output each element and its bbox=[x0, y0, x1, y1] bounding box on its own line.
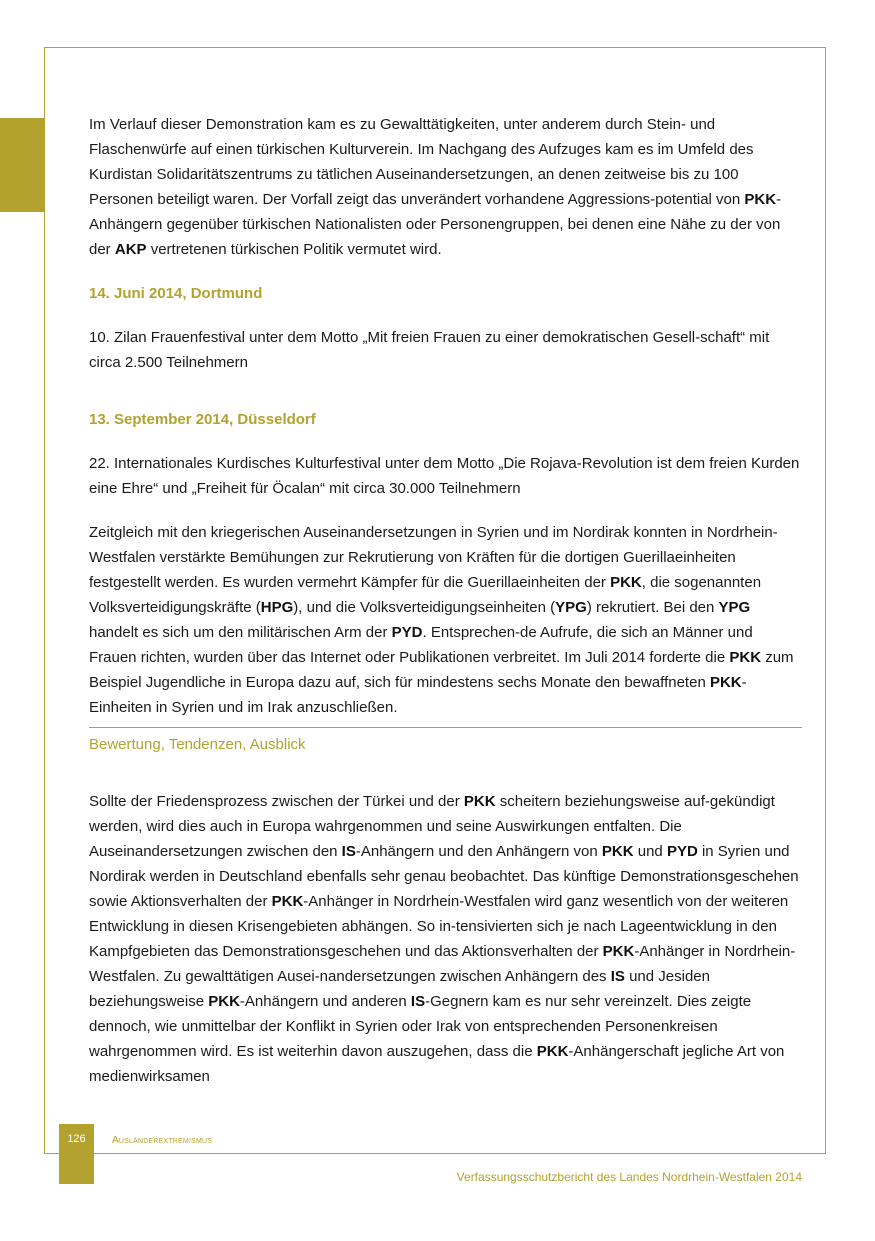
paragraph-kulturfestival: 22. Internationales Kurdisches Kulturfestival unter dem Motto „Die Rojava-Revolution ist dem freien Kurden eine Ehre“ und „Freiheit für Öcalan“ mit circa 30.000 Teilnehmern bbox=[89, 455, 800, 497]
paragraph-demonstration: Im Verlauf dieser Demonstration kam es zu Gewalttätigkeiten, unter anderem durch Stein- und Flaschenwürfe auf einen türkischen Kulturverein. Im Nachgang des Aufzuges kam es im Umfeld des Kurdistan Solidaritätszentrums zu tätlichen Auseinandersetzungen, an denen zeitweise bis zu 100 Personen beteiligt waren. Der Vorfall zeigt das unverändert vorhandene Aggressions-potential von PKK-Anhängern gegenüber türkischen Nationalisten oder Personengruppen, bei denen eine Nähe zu der von der AKP vertretenen türkischen Politik vermutet wird. bbox=[89, 116, 782, 258]
paragraph-frauenfestival: 10. Zilan Frauenfestival unter dem Motto „Mit freien Frauen zu einer demokratischen Gesell-schaft“ mit circa 2.500 Teilnehmern bbox=[89, 329, 770, 371]
main-content bbox=[89, 112, 802, 1089]
section-divider bbox=[89, 727, 802, 728]
chapter-label: Ausländerextremismus bbox=[112, 1135, 213, 1146]
section-title: Bewertung, Tendenzen, Ausblick bbox=[89, 736, 306, 753]
publication-footer: Verfassungsschutzbericht des Landes Nordrhein-Westfalen 2014 bbox=[456, 1170, 802, 1184]
page-number: 126 bbox=[59, 1124, 94, 1184]
event-heading-dortmund: 14. Juni 2014, Dortmund bbox=[89, 285, 263, 302]
event-heading-duesseldorf: 13. September 2014, Düsseldorf bbox=[89, 411, 316, 428]
paragraph-rekrutierung: Zeitgleich mit den kriegerischen Auseinandersetzungen in Syrien und im Nordirak konnten in Nordrhein-Westfalen verstärkte Bemühungen zur Rekrutierung von Kräften für die dortigen Guerillaeinheiten festgestellt werden. Es wurden vermehrt Kämpfer für die Guerillaeinheiten der PKK, die sogenannten Volksverteidigungskräfte (HPG), und die Volksverteidigungseinheiten (YPG) rekrutiert. Bei den YPG handelt es sich um den militärischen Arm der PYD. Entsprechen-de Aufrufe, die sich an Männer und Frauen richten, wurden über das Internet oder Publikationen verbreitet. Im Juli 2014 forderte die PKK zum Beispiel Jugendliche in Europa dazu auf, sich für mindestens sechs Monate den bewaffneten PKK-Einheiten in Syrien und im Irak anzuschließen. bbox=[89, 524, 794, 716]
side-tab-marker bbox=[0, 118, 44, 212]
paragraph-ausblick: Sollte der Friedensprozess zwischen der Türkei und der PKK scheitern beziehungsweise auf-gekündigt werden, wird dies auch in Europa wahrgenommen und seine Auswirkungen entfalten. Die Auseinandersetzungen zwischen den IS-Anhängern und den Anhängern von PKK und PYD in Syrien und Nordirak werden in Deutschland ebenfalls sehr genau beobachtet. Das künftige Demonstrationsgeschehen sowie Aktionsverhalten der PKK-Anhänger in Nordrhein-Westfalen wird ganz wesentlich von der weiteren Entwicklung in diesen Krisengebieten abhängen. So in-tensivierten sich je nach Lageentwicklung in den Kampfgebieten das Demonstrationsgeschehen und das Aktionsverhalten der PKK-Anhänger in Nordrhein-Westfalen. Zu gewalttätigen Ausei-nandersetzungen zwischen Anhängern des IS und Jesiden beziehungsweise PKK-Anhängern und anderen IS-Gegnern kam es nur sehr vereinzelt. Dies zeigte dennoch, wie unmittelbar der Konflikt in Syrien oder Irak von entsprechenden Personenkreisen wahrgenommen wird. Es ist weiterhin davon auszugehen, dass die PKK-Anhängerschaft jegliche Art von medienwirksamen bbox=[89, 793, 799, 1085]
